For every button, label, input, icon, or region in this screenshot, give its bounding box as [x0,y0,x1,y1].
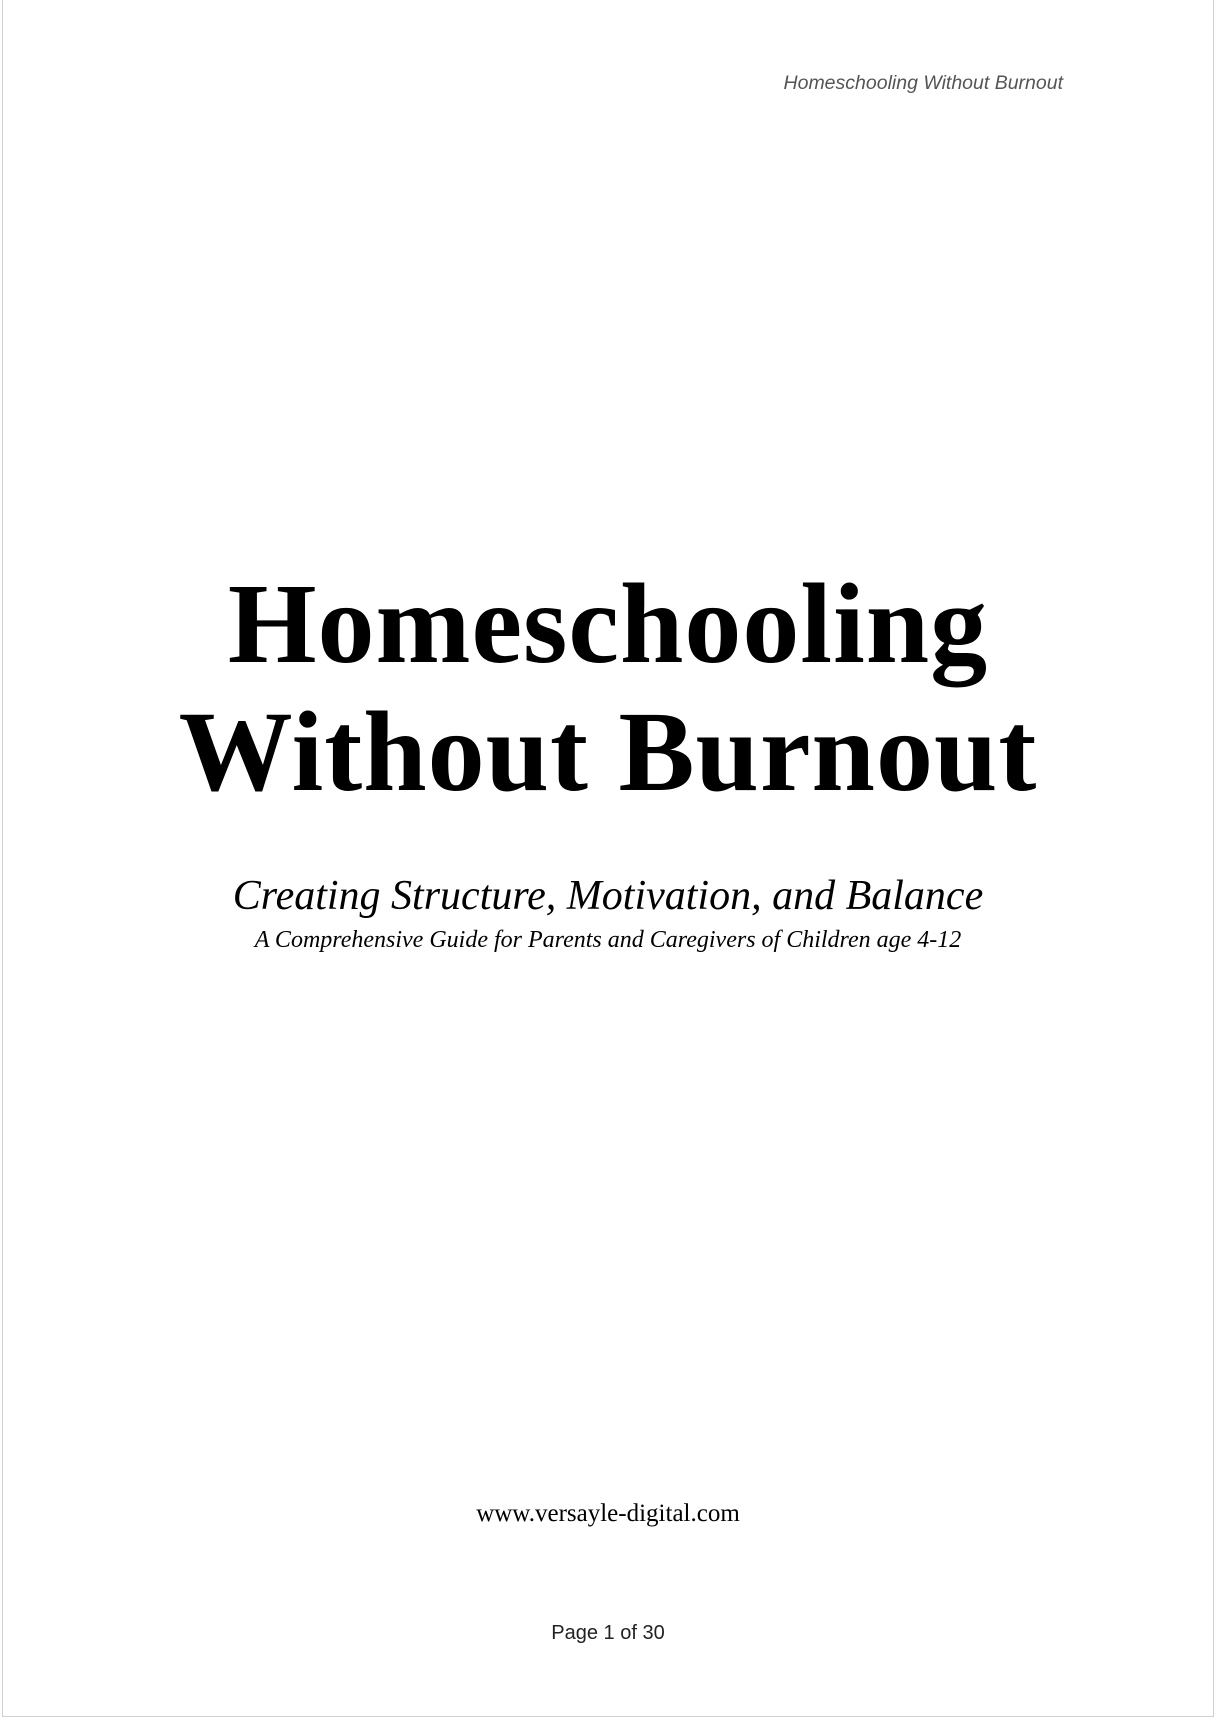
page-number: Page 1 of 30 [551,1622,665,1644]
website-url: www.versayle-digital.com [476,1500,740,1527]
cover-title [3,560,1213,816]
document-page [2,0,1214,1717]
title-line-1: Homeschooling [227,560,989,687]
title-line-2: Without Burnout [178,688,1038,815]
running-header: Homeschooling Without Burnout [783,72,1063,94]
cover-subtitle: Creating Structure, Motivation, and Balance [232,873,984,919]
cover-tagline: A Comprehensive Guide for Parents and Caregivers of Children age 4-12 [254,927,962,953]
